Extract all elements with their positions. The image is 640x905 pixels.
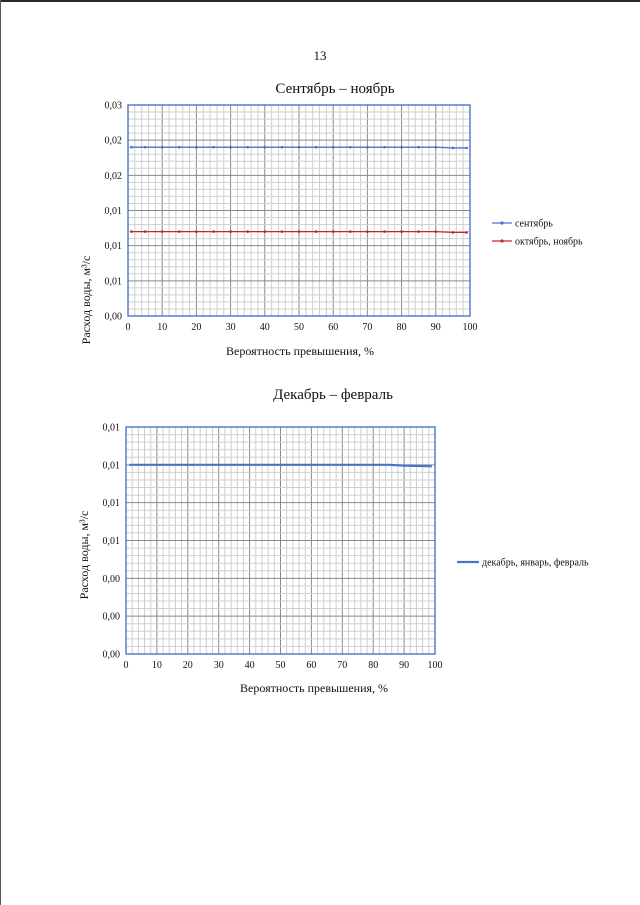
x-tick-label: 90 [430, 322, 441, 333]
scan-edge-top [0, 0, 640, 2]
series-2-point [417, 230, 420, 233]
x-tick-label: 90 [399, 660, 410, 671]
x-tick-label: 30 [213, 660, 224, 671]
x-tick-label: 40 [259, 322, 270, 333]
series-2-point [349, 230, 352, 233]
x-axis-label: Вероятность превышения, % [239, 681, 389, 695]
y-tick-label: 0,01 [102, 536, 120, 547]
legend-marker [500, 221, 503, 224]
y-tick-label: 0,01 [102, 460, 120, 472]
series-1-point [452, 147, 455, 150]
y-tick-label: 0,03 [104, 100, 122, 112]
series-1-point [435, 146, 438, 149]
x-tick-label: 0 [125, 322, 131, 333]
page-number: 13 [313, 48, 327, 63]
series-2-point [383, 230, 386, 233]
x-tick-label: 60 [306, 660, 317, 671]
series-2-point [315, 230, 318, 233]
y-tick-label: 0,01 [104, 206, 122, 217]
series-2-point [229, 230, 232, 233]
series-2-point [298, 230, 301, 233]
series-1-point [298, 146, 301, 149]
x-tick-label: 100 [427, 660, 443, 671]
y-tick-label: 0,01 [102, 498, 120, 510]
x-tick-label: 20 [191, 322, 202, 333]
series-2-point [144, 230, 147, 233]
series-1-point [178, 146, 181, 149]
x-tick-label: 80 [396, 322, 407, 333]
series-2-point [400, 230, 403, 233]
legend-label: декабрь, январь, февраль [482, 557, 589, 569]
y-tick-label: 0,02 [104, 170, 122, 182]
series-1-point [400, 146, 403, 149]
series-1-point [144, 146, 147, 149]
x-tick-label: 60 [328, 322, 339, 333]
series-2-point [281, 230, 284, 233]
legend-marker [500, 239, 503, 242]
x-tick-label: 40 [244, 660, 255, 671]
x-tick-label: 10 [157, 322, 168, 333]
series-2-point [161, 230, 164, 233]
chart-title: Декабрь – февраль [273, 387, 393, 403]
series-2-point [465, 231, 468, 234]
x-tick-label: 50 [275, 660, 286, 671]
series-2-point [130, 230, 133, 233]
series-1-point [332, 146, 335, 149]
series-1-point [195, 146, 198, 149]
y-tick-label: 0,00 [102, 649, 120, 661]
x-tick-label: 70 [362, 322, 373, 333]
y-tick-label: 0,01 [104, 276, 122, 288]
series-1-point [349, 146, 352, 149]
series-1-point [281, 146, 284, 149]
x-tick-label: 70 [337, 660, 348, 671]
series-1-point [130, 146, 133, 149]
series-2-point [212, 230, 215, 233]
x-tick-label: 30 [225, 322, 236, 333]
y-tick-label: 0,00 [104, 311, 122, 323]
series-2-point [178, 230, 181, 233]
series-1-point [246, 146, 249, 149]
y-tick-label: 0,01 [104, 241, 122, 253]
series-1-point [366, 146, 369, 149]
x-tick-label: 10 [151, 660, 162, 671]
series-1-point [465, 147, 468, 150]
y-axis-label: Расход воды, м³/с [77, 510, 91, 600]
series-1-point [212, 146, 215, 149]
y-tick-label: 0,00 [102, 573, 120, 585]
chart-december-february [0, 385, 640, 695]
legend-label: сентябрь [515, 218, 553, 230]
series-1-point [161, 146, 164, 149]
series-2-point [246, 230, 249, 233]
x-tick-label: 100 [462, 322, 478, 333]
chart-september-november [0, 75, 640, 365]
legend-label: октябрь, ноябрь [515, 236, 583, 248]
y-tick-label: 0,01 [102, 422, 120, 434]
y-tick-label: 0,00 [102, 611, 120, 623]
series-2-point [332, 230, 335, 233]
y-axis-label: Расход воды, м³/с [79, 255, 93, 345]
y-tick-label: 0,02 [104, 135, 122, 147]
x-axis-label: Вероятность превышения, % [225, 344, 375, 358]
series-2-point [195, 230, 198, 233]
series-1-point [315, 146, 318, 149]
series-2-point [435, 230, 438, 233]
series-1-point [264, 146, 267, 149]
series-1-point [417, 146, 420, 149]
x-tick-label: 80 [368, 660, 379, 671]
series-2-point [366, 230, 369, 233]
series-2-point [264, 230, 267, 233]
series-1-point [383, 146, 386, 149]
x-tick-label: 50 [294, 322, 304, 333]
series-1-point [229, 146, 232, 149]
chart-title: Сентябрь – ноябрь [275, 81, 395, 97]
x-tick-label: 20 [182, 660, 193, 671]
x-tick-label: 0 [123, 660, 129, 671]
series-2-point [452, 231, 455, 234]
